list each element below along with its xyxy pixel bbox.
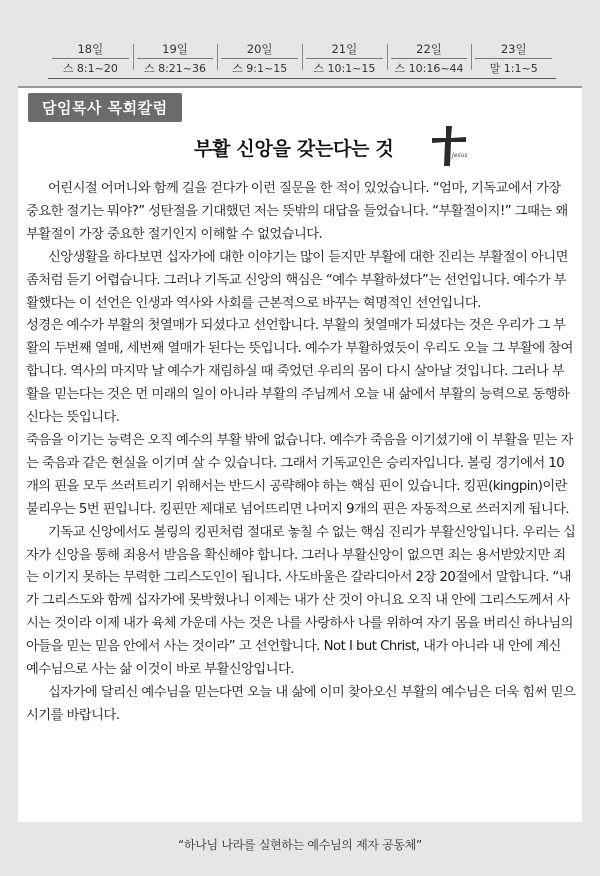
schedule-reference: 스 9:1~15 (221, 58, 298, 77)
schedule-reference: 스 10:1~15 (306, 58, 383, 77)
page-title: 부활 신앙을 갖는다는 것 (194, 138, 394, 160)
schedule-day (217, 38, 302, 78)
schedule-day (302, 38, 387, 78)
paragraph: 기독교 신앙에서도 볼링의 킹핀처럼 절대로 놓칠 수 없는 핵심 진리가 부활신앙입니다. 우리는 십자가 신앙을 통해 죄용서 받음을 확신해야 합니다. 그러나 부활신앙이 없으면 죄는 용서받았지만 죄는 이기지 못하는 무력한 그리스도인이 됩니다. 사도바울은 갈라디아서 2장 20절에서 말합니다. “내가 그리스도와 함께 십자가에 못박혔나니 이제는 내가 산 것이 아니요 오직 내 안에 그리스도께서 사시는 것이라 이제 내가 육체 가운데 사는 것은 나를 사랑하사 나를 위하여 자기 몸을 버리신 하나님의 아들을 믿는 믿음 안에서 사는 것이라” 고 선언합니다. Not I but Christ, 내가 아니라 내 안에 계신 예수님으로 사는 삶 이것이 바로 부활신앙입니다. (26, 524, 576, 678)
schedule-reference: 스 10:16~44 (391, 58, 468, 77)
cross-caption: Jesus (452, 152, 468, 159)
column-badge: 담임목사 목회칼럼 (28, 93, 182, 122)
schedule-reference: 스 8:21~36 (137, 58, 214, 77)
schedule-reference: 말 1:1~5 (475, 58, 552, 77)
schedule-date: 20일 (246, 42, 273, 56)
schedule-date: 23일 (500, 42, 527, 56)
schedule-day (133, 38, 218, 78)
schedule-date: 19일 (162, 42, 188, 56)
title-row (18, 122, 582, 166)
column-body (26, 178, 576, 728)
cross-icon (422, 124, 478, 168)
paragraph: 어린시절 어머니와 함께 길을 걷다가 이런 질문을 한 적이 있었습니다. “엄마, 기독교에서 가장 중요한 절기는 뭐야?” 성탄절을 기대했던 저는 뜻밖의 대답을 들었습니다. “부활절이지!” 그때는 왜 부활절이 가장 중요한 절기인지 이해할 수 없었습니다. (26, 181, 568, 242)
reading-schedule (48, 38, 556, 79)
church-motto: “하나님 나라를 실현하는 예수님의 제자 공동체” (178, 838, 422, 852)
schedule-date: 18일 (77, 42, 104, 56)
schedule-day (387, 38, 472, 78)
schedule-date: 22일 (416, 42, 442, 56)
paragraph: 죽음을 이기는 능력은 오직 예수의 부활 밖에 없습니다. 예수가 죽음을 이기셨기에 이 부활을 믿는 자는 죽음과 같은 현실을 이기며 살 수 있습니다. 그래서 기독교인은 승리자입니다. 볼링 경기에서 10개의 핀을 모두 쓰러트리기 위해서는 반드시 공략해야 하는 핵심 핀이 있습니다. 킹핀(kingpin)이란 불리우는 5번 핀입니다. 킹핀만 제대로 넘어뜨리면 나머지 9개의 핀은 자동적으로 쓰러지게 됩니다. (26, 432, 573, 517)
schedule-date: 21일 (331, 42, 358, 56)
schedule-day (471, 38, 556, 78)
paragraph: 성경은 예수가 부활의 첫열매가 되셨다고 선언합니다. 부활의 첫열매가 되셨다는 것은 우리가 그 부활의 두번째 열매, 세번째 열매가 된다는 뜻입니다. 예수가 부활하였듯이 우리도 오늘 그 부활에 참여합니다. 역사의 마지막 날 예수가 재림하실 때 죽었던 우리의 몸이 다시 살아날 것입니다. 그러나 부활을 믿는다는 것은 먼 미래의 일이 아니라 부활의 주님께서 오늘 내 삶에서 부활의 능력으로 동행하신다는 뜻입니다. (26, 318, 573, 426)
schedule-day (48, 38, 133, 78)
paragraph: 신앙생활을 하다보면 십자가에 대한 이야기는 많이 듣지만 부활에 대한 진리는 부활절이 아니면 좀처럼 듣기 어렵습니다. 그러나 기독교 신앙의 핵심은 “예수 부활하셨다”는 선언입니다. 예수가 부활했다는 이 선언은 인생과 역사와 사회를 근본적으로 바꾸는 혁명적인 선언입니다. (26, 249, 568, 311)
schedule-reference: 스 8:1~20 (52, 58, 129, 77)
paragraph: 십자가에 달리신 예수님을 믿는다면 오늘 내 삶에 이미 찾아오신 부활의 예수님은 더욱 힘써 믿으시기를 바랍니다. (26, 684, 576, 723)
column-panel (18, 86, 582, 822)
